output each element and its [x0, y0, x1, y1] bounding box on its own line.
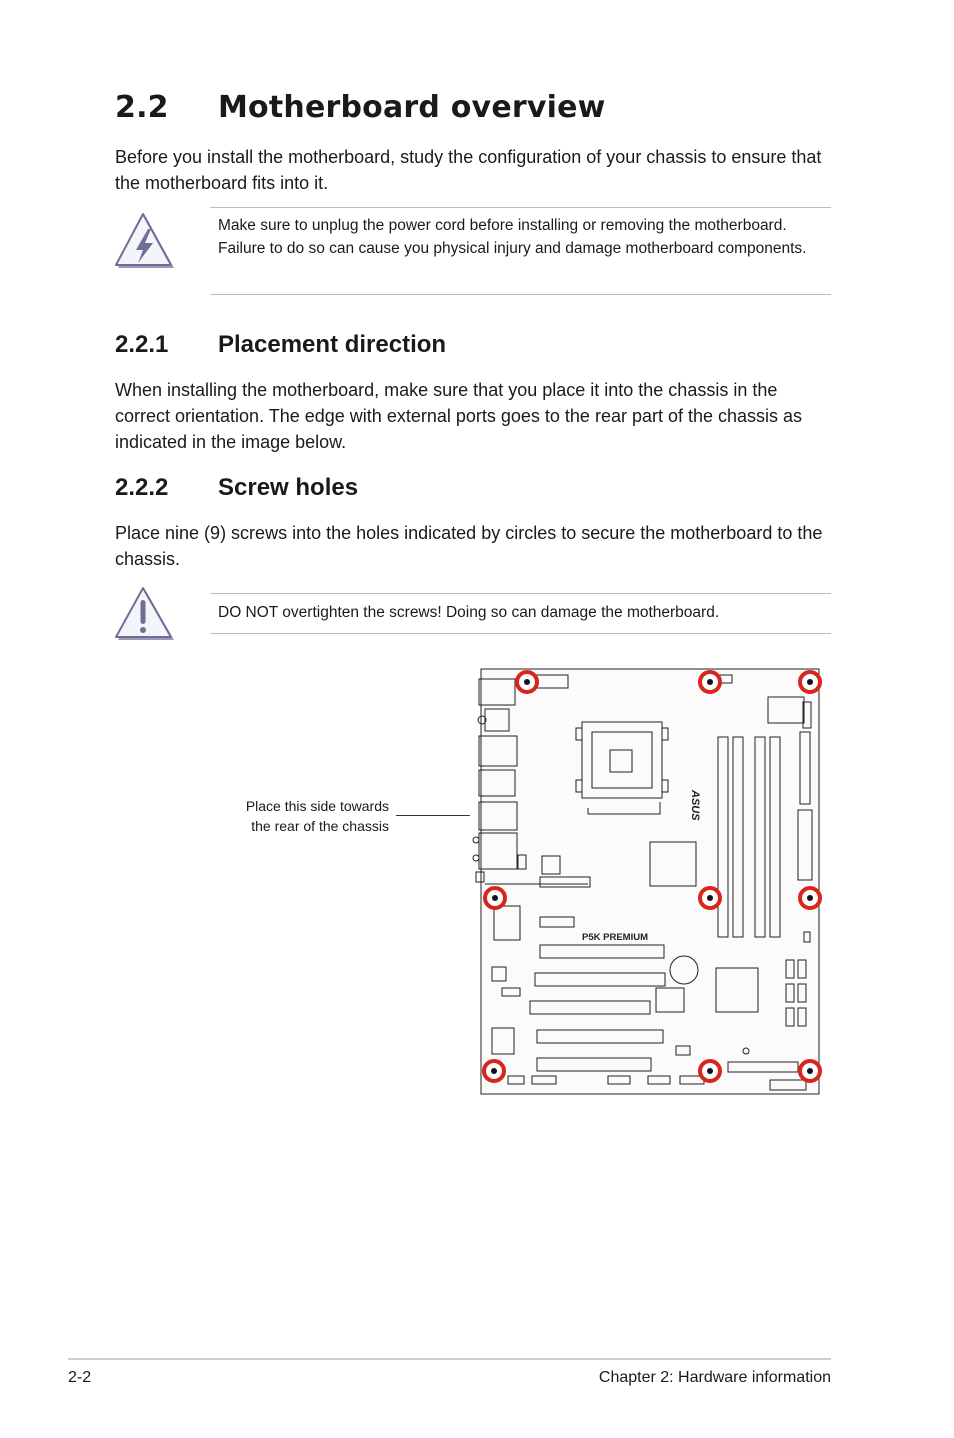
section-number: 2.2.1: [115, 331, 169, 358]
page-title: [115, 90, 606, 125]
warning-note: [210, 207, 831, 295]
caution-note: [210, 593, 831, 634]
heading-title: Motherboard overview: [218, 90, 606, 125]
callout-leader-line: [396, 815, 470, 816]
placement-paragraph: When installing the motherboard, make sure that you place it into the chassis in the correct orientation. The edge with external ports goes to the rear part of the chassis as indicated in the image below.: [115, 380, 803, 452]
lightning-warning-icon: [114, 212, 176, 270]
footer-rule: [68, 1358, 831, 1360]
section-heading-screw-holes: [115, 474, 358, 502]
caution-note-text: DO NOT overtighten the screws! Doing so can damage the motherboard.: [218, 604, 720, 621]
exclamation-warning-icon: [114, 586, 176, 642]
section-heading-placement: [115, 331, 446, 359]
motherboard-diagram: [470, 662, 826, 1098]
rear-side-callout: [200, 796, 389, 836]
asus-logo: ASUS: [689, 790, 701, 821]
section-title: Screw holes: [218, 474, 359, 501]
heading-number: 2.2: [115, 90, 169, 125]
callout-line-1: Place this side towards: [245, 798, 389, 814]
screw-holes-paragraph: Place nine (9) screws into the holes indicated by circles to secure the motherboard to the chassis.: [115, 523, 823, 569]
callout-line-2: the rear of the chassis: [251, 818, 389, 834]
page-number: 2-2: [68, 1369, 92, 1386]
intro-paragraph: Before you install the motherboard, study the configuration of your chassis to ensure that the motherboard fits into it.: [115, 147, 822, 193]
chapter-title: Chapter 2: Hardware information: [598, 1369, 831, 1386]
warning-note-text: Make sure to unplug the power cord before installing or removing the motherboard. Failure to do so can cause you physical injury and damage motherboard components.: [218, 217, 807, 257]
section-number: 2.2.2: [115, 474, 169, 501]
board-model-label: P5K PREMIUM: [582, 932, 648, 943]
section-title: Placement direction: [218, 331, 447, 358]
